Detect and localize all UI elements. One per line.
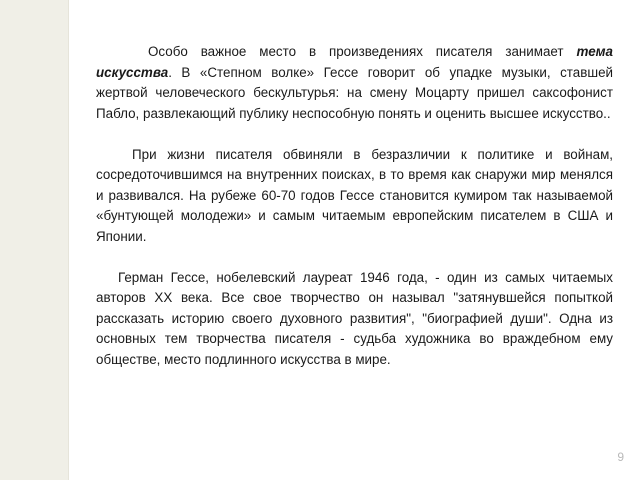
paragraph-1-lead: Особо важное место в произведениях писателя занимает	[148, 44, 577, 59]
page-number: 9	[617, 450, 624, 464]
paragraph-1-rest: . В «Степном волке» Гессе говорит об упадке музыки, ставшей жертвой человеческого бескультурья: на смену Моцарту пришел саксофонист Пабло, развлекающий публику неспособную понять и оценить высшее искусство..	[96, 64, 613, 121]
paragraph-politics: При жизни писателя обвиняли в безразличии к политике и войнам, сосредоточившимся на внутренних поисках, в то время как снаружи мир менялся и развивался. На рубеже 60-70 годов Гессе становится кумиром так называемой «бунтующей молодежи» и самым читаемым европейским писателем в США и Японии.	[96, 146, 613, 244]
left-decorative-band	[0, 0, 68, 480]
paragraph-nobel: Герман Гессе, нобелевский лауреат 1946 года, - один из самых читаемых авторов XX века. Все свое творчество он называл "затянувшейся попыткой рассказать историю своего духовного развития", "биографией души". Одна из основных тем творчества писателя - судьба художника во враждебном ему обществе, место подлинного искусства в мире.	[96, 269, 613, 367]
left-band-divider	[68, 0, 69, 480]
slide-text-body	[96, 42, 613, 391]
paragraph-art-theme	[96, 42, 613, 124]
emphasis-art-theme: тема искусства	[96, 44, 613, 80]
